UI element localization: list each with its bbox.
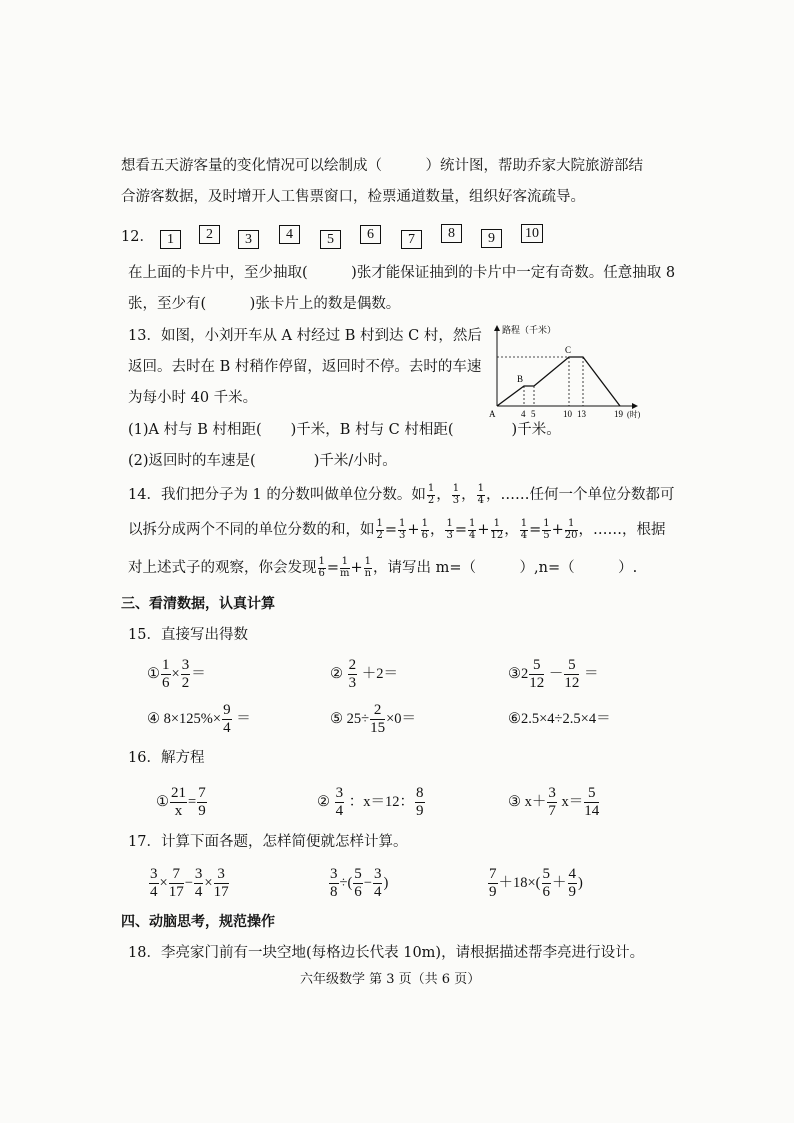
origin-label: A [489,409,496,419]
q14-line1: 14．我们把分子为 1 的分数叫做单位分数。如 $\frac{1}{2}$ ， $\frac{1}{3}$ ， $\frac{1}{4}$ ，……任何一个单位分数都可 [128,483,675,506]
fraction: $\frac{1}{4}$ [520,518,528,541]
fraction: $\frac{7}{17}$ [168,865,184,901]
fraction: $\frac{1}{5}$ [543,518,550,541]
number-card: 8 [441,224,462,243]
fraction: $\frac{3}{4}$ [150,865,158,901]
number-card: 4 [279,225,300,244]
fraction: $\frac{1}{6}$ [318,556,325,579]
fraction: $\frac{4}{9}$ [568,865,577,901]
q14-line2: 以拆分成两个不同的单位分数的和，如 $\frac{1}{2}$ = $\frac{1}{3}$ + $\frac{1}{6}$ ， $\frac{1}{3}$ = $\frac{1}{4}$ + $\frac{1}{12}$ ， $\frac{1}{4}$ = $\frac{1}{5}$ + $\frac{1}{20}$ ，……，根据 [128,518,666,541]
expression-item: $\frac{7}{9}$ ＋18×( $\frac{5}{6}$ ＋ $\frac{4}{9}$ ) [489,865,583,901]
fraction: $\frac{3}{2}$ [181,656,190,692]
text-line: 合游客数据，及时增开人工售票窗口，检票通道数量，组织好客流疏导。 [121,189,585,205]
calc-item: ⑥2.5×4÷2.5×4＝ [508,711,611,727]
section-heading: 三、看清数据，认真计算 [121,596,275,612]
number-card: 6 [360,225,381,244]
x-tick-label: 5 [531,409,536,419]
expression-item: $\frac{3}{4}$ × $\frac{7}{17}$ − $\frac{3}{4}$ × $\frac{3}{17}$ [150,865,229,901]
fraction: $\frac{1}{3}$ [452,483,460,506]
fraction: $\frac{3}{4}$ [194,865,203,901]
fraction: $\frac{5}{12}$ [564,656,580,692]
fraction: $\frac{5}{14}$ [584,784,600,820]
x-unit-label: (时) [627,410,641,419]
number-card: 3 [238,230,259,249]
fraction: $\frac{2}{15}$ [370,701,386,737]
point-b-label: B [517,374,524,384]
number-card: 1 [160,230,181,249]
fraction: $\frac{1}{4}$ [468,518,476,541]
fraction: $\frac{1}{m}$ [340,556,350,579]
fraction: $\frac{5}{6}$ [542,865,551,901]
text-line: 18．李亮家门前有一块空地(每格边长代表 10m)，请根据描述帮李亮进行设计。 [128,945,645,961]
fraction: $\frac{21}{x}$ [171,784,186,820]
y-axis-label: 路程（千米） [502,325,557,335]
number-card: 9 [481,229,502,248]
point-c-label: C [565,345,572,355]
text-line: 想看五天游客量的变化情况可以绘制成（ ）统计图，帮助乔家大院旅游部结 [121,158,643,174]
question-title: 17．计算下面各题，怎样简便就怎样计算。 [128,834,408,850]
page-footer: 六年级数学 第 3 页（共 6 页） [300,972,481,987]
x-tick-label: 13 [577,409,586,419]
fraction: $\frac{1}{n}$ [364,556,372,579]
expression-item: $\frac{3}{8}$ ÷( $\frac{5}{6}$ − $\frac{3}{4}$ ) [330,865,389,901]
fraction: $\frac{3}{7}$ [548,784,556,820]
fraction: $\frac{1}{3}$ [399,518,406,541]
equation-item: ③ x＋ $\frac{3}{7}$ x＝ $\frac{5}{14}$ [508,784,600,820]
route-line [497,357,620,406]
question-title: 16．解方程 [128,750,205,766]
distance-time-graph [487,320,659,422]
fraction: $\frac{1}{6}$ [421,518,428,541]
question-number: 12． [121,229,154,245]
text-line: (2)返回时的车速是( )千米/小时。 [128,453,397,469]
text-line: 返回。去时在 B 村稍作停留，返回时不停。去时的车速 [128,359,482,375]
fraction: $\frac{7}{9}$ [489,865,497,901]
fraction: $\frac{3}{8}$ [330,865,338,901]
fraction: $\frac{3}{17}$ [213,865,229,901]
fraction: $\frac{1}{4}$ [477,483,485,506]
fraction: $\frac{1}{2}$ [427,483,435,506]
fraction: $\frac{5}{12}$ [529,656,545,692]
number-card: 5 [320,230,341,249]
fraction: $\frac{1}{6}$ [162,656,170,692]
equation-item: ② $\frac{3}{4}$ ：x＝12： $\frac{8}{9}$ [317,784,424,820]
fraction: $\frac{7}{9}$ [198,784,206,820]
fraction: $\frac{1}{12}$ [490,518,504,541]
fraction: $\frac{1}{2}$ [376,518,383,541]
fraction: $\frac{9}{4}$ [223,701,231,737]
fraction: $\frac{1}{3}$ [446,518,453,541]
x-tick-label: 10 [563,409,572,419]
number-card: 7 [401,230,422,249]
x-tick-label: 4 [521,409,526,419]
number-card: 10 [521,224,543,243]
text-line: 张，至少有( )张卡片上的数是偶数。 [128,296,401,312]
fraction: $\frac{2}{3}$ [348,656,357,692]
text-line: (1)A 村与 B 村相距( )千米，B 村与 C 村相距( )千米。 [128,422,561,438]
text-line: 在上面的卡片中，至少抽取( )张才能保证抽到的卡片中一定有奇数。任意抽取 8 [128,265,676,281]
section-heading: 四、动脑思考，规范操作 [121,914,275,930]
fraction: $\frac{1}{20}$ [564,518,578,541]
fraction: $\frac{5}{6}$ [354,865,362,901]
q14-line3: 对上述式子的观察，你会发现 $\frac{1}{6}$ = $\frac{1}{m}$ + $\frac{1}{n}$ ，请写出 m=（ ）,n=（ ）. [128,556,638,579]
number-card: 2 [199,225,220,244]
text-line: 13．如图，小刘开车从 A 村经过 B 村到达 C 村，然后 [128,328,482,344]
text-line: 为每小时 40 千米。 [128,390,258,406]
fraction: $\frac{3}{4}$ [335,784,344,820]
calc-item: ② $\frac{2}{3}$ ＋2＝ [330,656,398,692]
calc-item: ① $\frac{1}{6}$ × $\frac{3}{2}$ ＝ [147,656,206,692]
calc-item: ⑤ 25÷ $\frac{2}{15}$ ×0＝ [330,701,417,737]
calc-item: ③2 $\frac{5}{12}$ － $\frac{5}{12}$ ＝ [508,656,599,692]
x-tick-label: 19 [614,409,623,419]
fraction: $\frac{8}{9}$ [416,784,424,820]
equation-item: ① $\frac{21}{x}$ = $\frac{7}{9}$ [156,784,206,820]
question-title: 15．直接写出得数 [128,627,248,643]
fraction: $\frac{3}{4}$ [373,865,382,901]
calc-item: ④ 8×125%× $\frac{9}{4}$ ＝ [147,701,251,737]
